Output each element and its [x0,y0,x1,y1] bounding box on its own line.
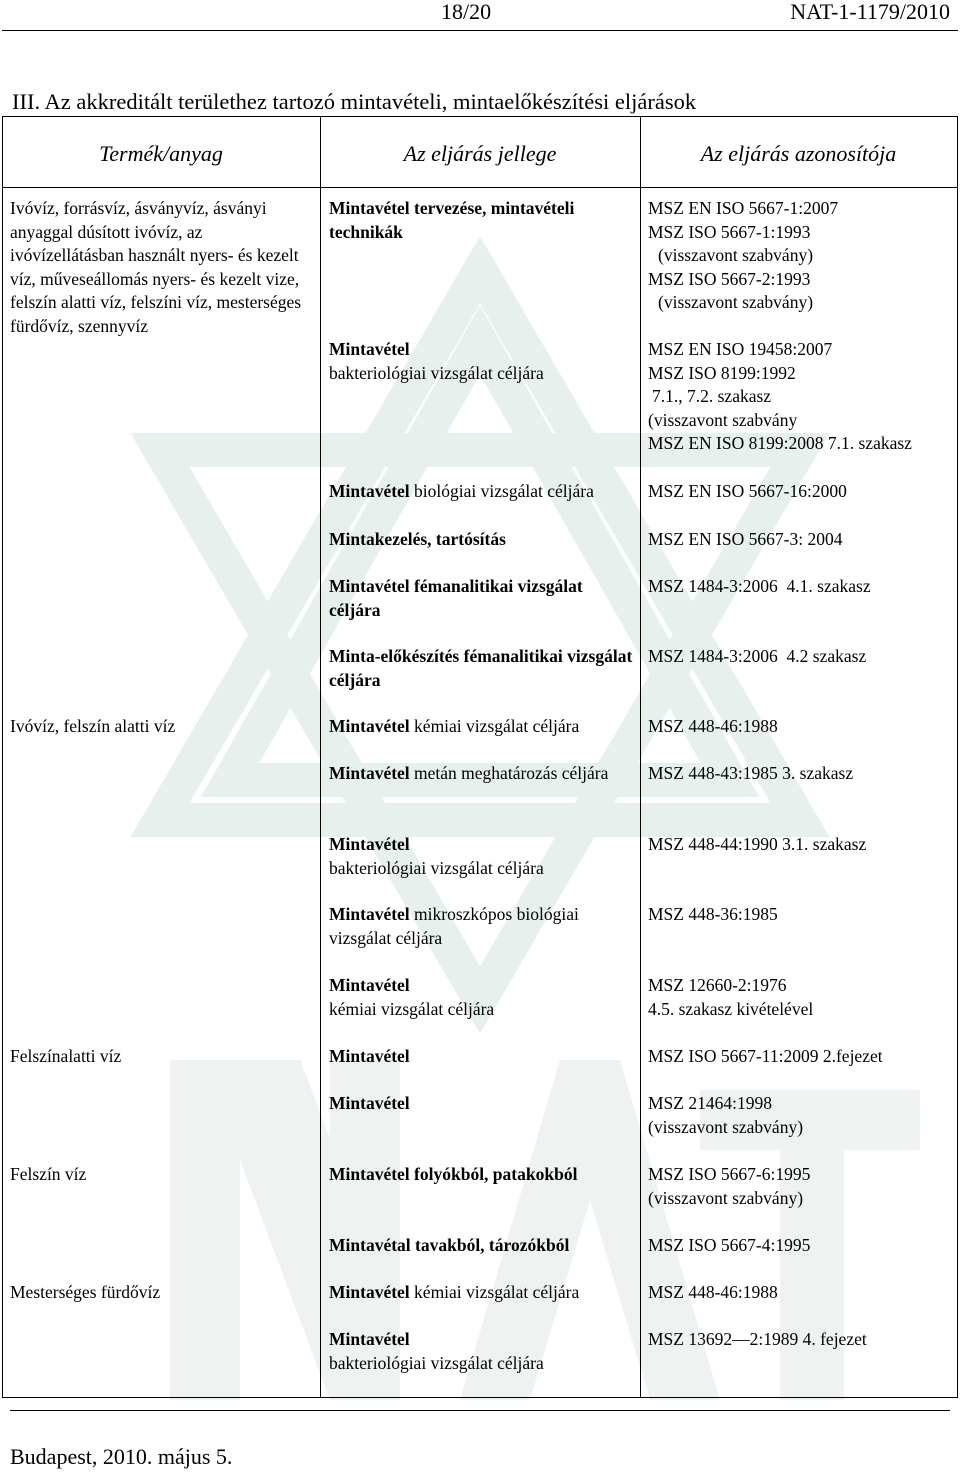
identifier-cell: MSZ 448-46:1988 [648,716,778,736]
standard-id: MSZ EN ISO 19458:2007 [648,339,833,359]
identifier-cell: MSZ 448-43:1985 3. szakasz [648,763,854,783]
withdrawn-note: (visszavont szabvány) [648,1116,804,1137]
identifier-cell: MSZ 13692—2:1989 4. fejezet [648,1329,867,1349]
document-id: NAT-1-1179/2010 [790,0,950,24]
product-cell: Ivóvíz, felszín alatti víz [10,716,176,736]
column-header-identifier: Az eljárás azonosítója [700,141,897,166]
identifier-cell [648,338,912,456]
procedure-cell [329,575,634,622]
procedure-label: Mintavétel [329,1046,410,1066]
identifier-cell: MSZ ISO 5667-11:2009 2.fejezet [648,1046,883,1066]
procedure-cell [329,197,634,244]
standard-id: MSZ ISO 5667-1:1993 [648,221,811,242]
procedure-label: Mintavétel [329,339,410,359]
product-cell: Felszín víz [10,1164,87,1184]
identifier-cell: MSZ 448-36:1985 [648,904,778,924]
standard-id: MSZ EN ISO 5667-1:2007 [648,198,839,218]
procedure-label: Mintavétel [329,904,410,924]
procedure-cell [329,1163,577,1187]
section-note: 4.5. szakasz kivételével [648,998,814,1019]
procedure-purpose: metán meghatározás céljára [414,763,609,783]
procedure-cell [329,480,594,504]
procedure-cell [329,338,544,385]
procedure-label: Mintavétel tervezése, mintavételi technikák [329,198,575,242]
standard-id: MSZ 21464:1998 [648,1093,772,1113]
identifier-cell: MSZ 1484-3:2006 4.1. szakasz [648,576,871,596]
footer-place-date: Budapest, 2010. május 5. [10,1444,233,1469]
identifier-cell [648,974,813,1021]
procedure-label: Minta-előkészítés fémanalitikai vizsgálat céljára [329,646,633,690]
procedure-purpose: bakteriológiai vizsgálat céljára [329,362,544,383]
standard-id: MSZ 12660-2:1976 [648,975,787,995]
procedure-purpose: kémiai vizsgálat céljára [414,716,580,736]
procedure-label: Mintavétel [329,763,410,783]
column-header-procedure: Az eljárás jellege [403,141,557,166]
procedure-cell [329,974,494,1021]
procedure-label: Mintakezelés, tartósítás [329,529,506,549]
procedure-label: Mintavétel [329,1329,410,1349]
procedure-cell [329,833,544,880]
identifier-cell: MSZ EN ISO 5667-3: 2004 [648,529,843,549]
identifier-cell: MSZ 448-44:1990 3.1. szakasz [648,834,867,854]
procedure-cell [329,1045,410,1069]
section-title: III. Az akkreditált területhez tartozó mintavételi, mintaelőkészítési eljárások [12,89,697,114]
column-header-product: Termék/anyag [99,141,223,166]
identifier-cell: MSZ EN ISO 5667-16:2000 [648,481,847,501]
procedure-purpose: mikroszkópos biológiai vizsgálat céljára [329,904,579,948]
procedure-cell [329,1281,579,1305]
product-cell: Mesterséges fürdővíz [10,1282,161,1302]
procedure-label: Mintavétel [329,481,410,501]
footer-rule [10,1410,950,1411]
section-note: 7.1., 7.2. szakasz [652,386,772,406]
procedure-purpose: kémiai vizsgálat céljára [329,998,495,1019]
identifier-cell: MSZ 1484-3:2006 4.2 szakasz [648,646,867,666]
product-cell: Felszínalatti víz [10,1046,122,1066]
procedure-label: Mintavétel folyókból, patakokból [329,1164,578,1184]
procedure-cell [329,715,579,739]
procedure-cell [329,1234,569,1258]
header-rule [2,30,958,31]
procedure-cell [329,762,634,786]
procedure-label: Mintavétal tavakból, tározókból [329,1235,570,1255]
page-number: 18/20 [441,0,492,24]
withdrawn-note: (visszavont szabvány) [658,292,814,312]
procedure-label: Mintavétel fémanalitikai vizsgálat céljára [329,576,583,620]
procedure-label: Mintavétel [329,834,410,854]
standard-id: MSZ EN ISO 8199:2008 7.1. szakasz [648,433,912,453]
withdrawn-note: (visszavont szabvány [648,409,798,430]
procedure-label: Mintavétel [329,1282,410,1302]
identifier-cell [648,1092,803,1139]
identifier-cell: MSZ ISO 5667-4:1995 [648,1235,811,1255]
procedure-cell [329,645,634,692]
procedure-label: Mintavétel [329,975,410,995]
procedure-label: Mintavétel [329,716,410,736]
withdrawn-note: (visszavont szabvány) [648,1187,804,1208]
procedure-purpose: biológiai vizsgálat céljára [414,481,594,501]
identifier-cell: MSZ 448-46:1988 [648,1282,778,1302]
procedure-purpose: kémiai vizsgálat céljára [414,1282,580,1302]
product-cell: Ivóvíz, forrásvíz, ásványvíz, ásványi anyaggal dúsított ivóvíz, az ivóvízellátásban használt nyers- és kezelt víz, műveseállomás nyers- és kezelt vize, felszín alatti víz, felszíni víz, mesterséges fürdővíz, szennyvíz [10,198,302,336]
procedure-cell [329,1328,544,1375]
identifier-cell [648,1163,810,1210]
procedure-cell [329,1092,410,1116]
standard-id: MSZ ISO 5667-2:1993 [648,268,811,289]
standard-id: MSZ ISO 8199:1992 [648,362,796,383]
procedure-cell [329,903,634,950]
withdrawn-note: (visszavont szabvány) [658,245,814,265]
standard-id: MSZ ISO 5667-6:1995 [648,1164,811,1184]
procedure-cell [329,528,506,552]
procedure-label: Mintavétel [329,1093,410,1113]
procedure-purpose: bakteriológiai vizsgálat céljára [329,857,544,878]
identifier-cell [648,197,838,315]
procedure-purpose: bakteriológiai vizsgálat céljára [329,1352,544,1373]
